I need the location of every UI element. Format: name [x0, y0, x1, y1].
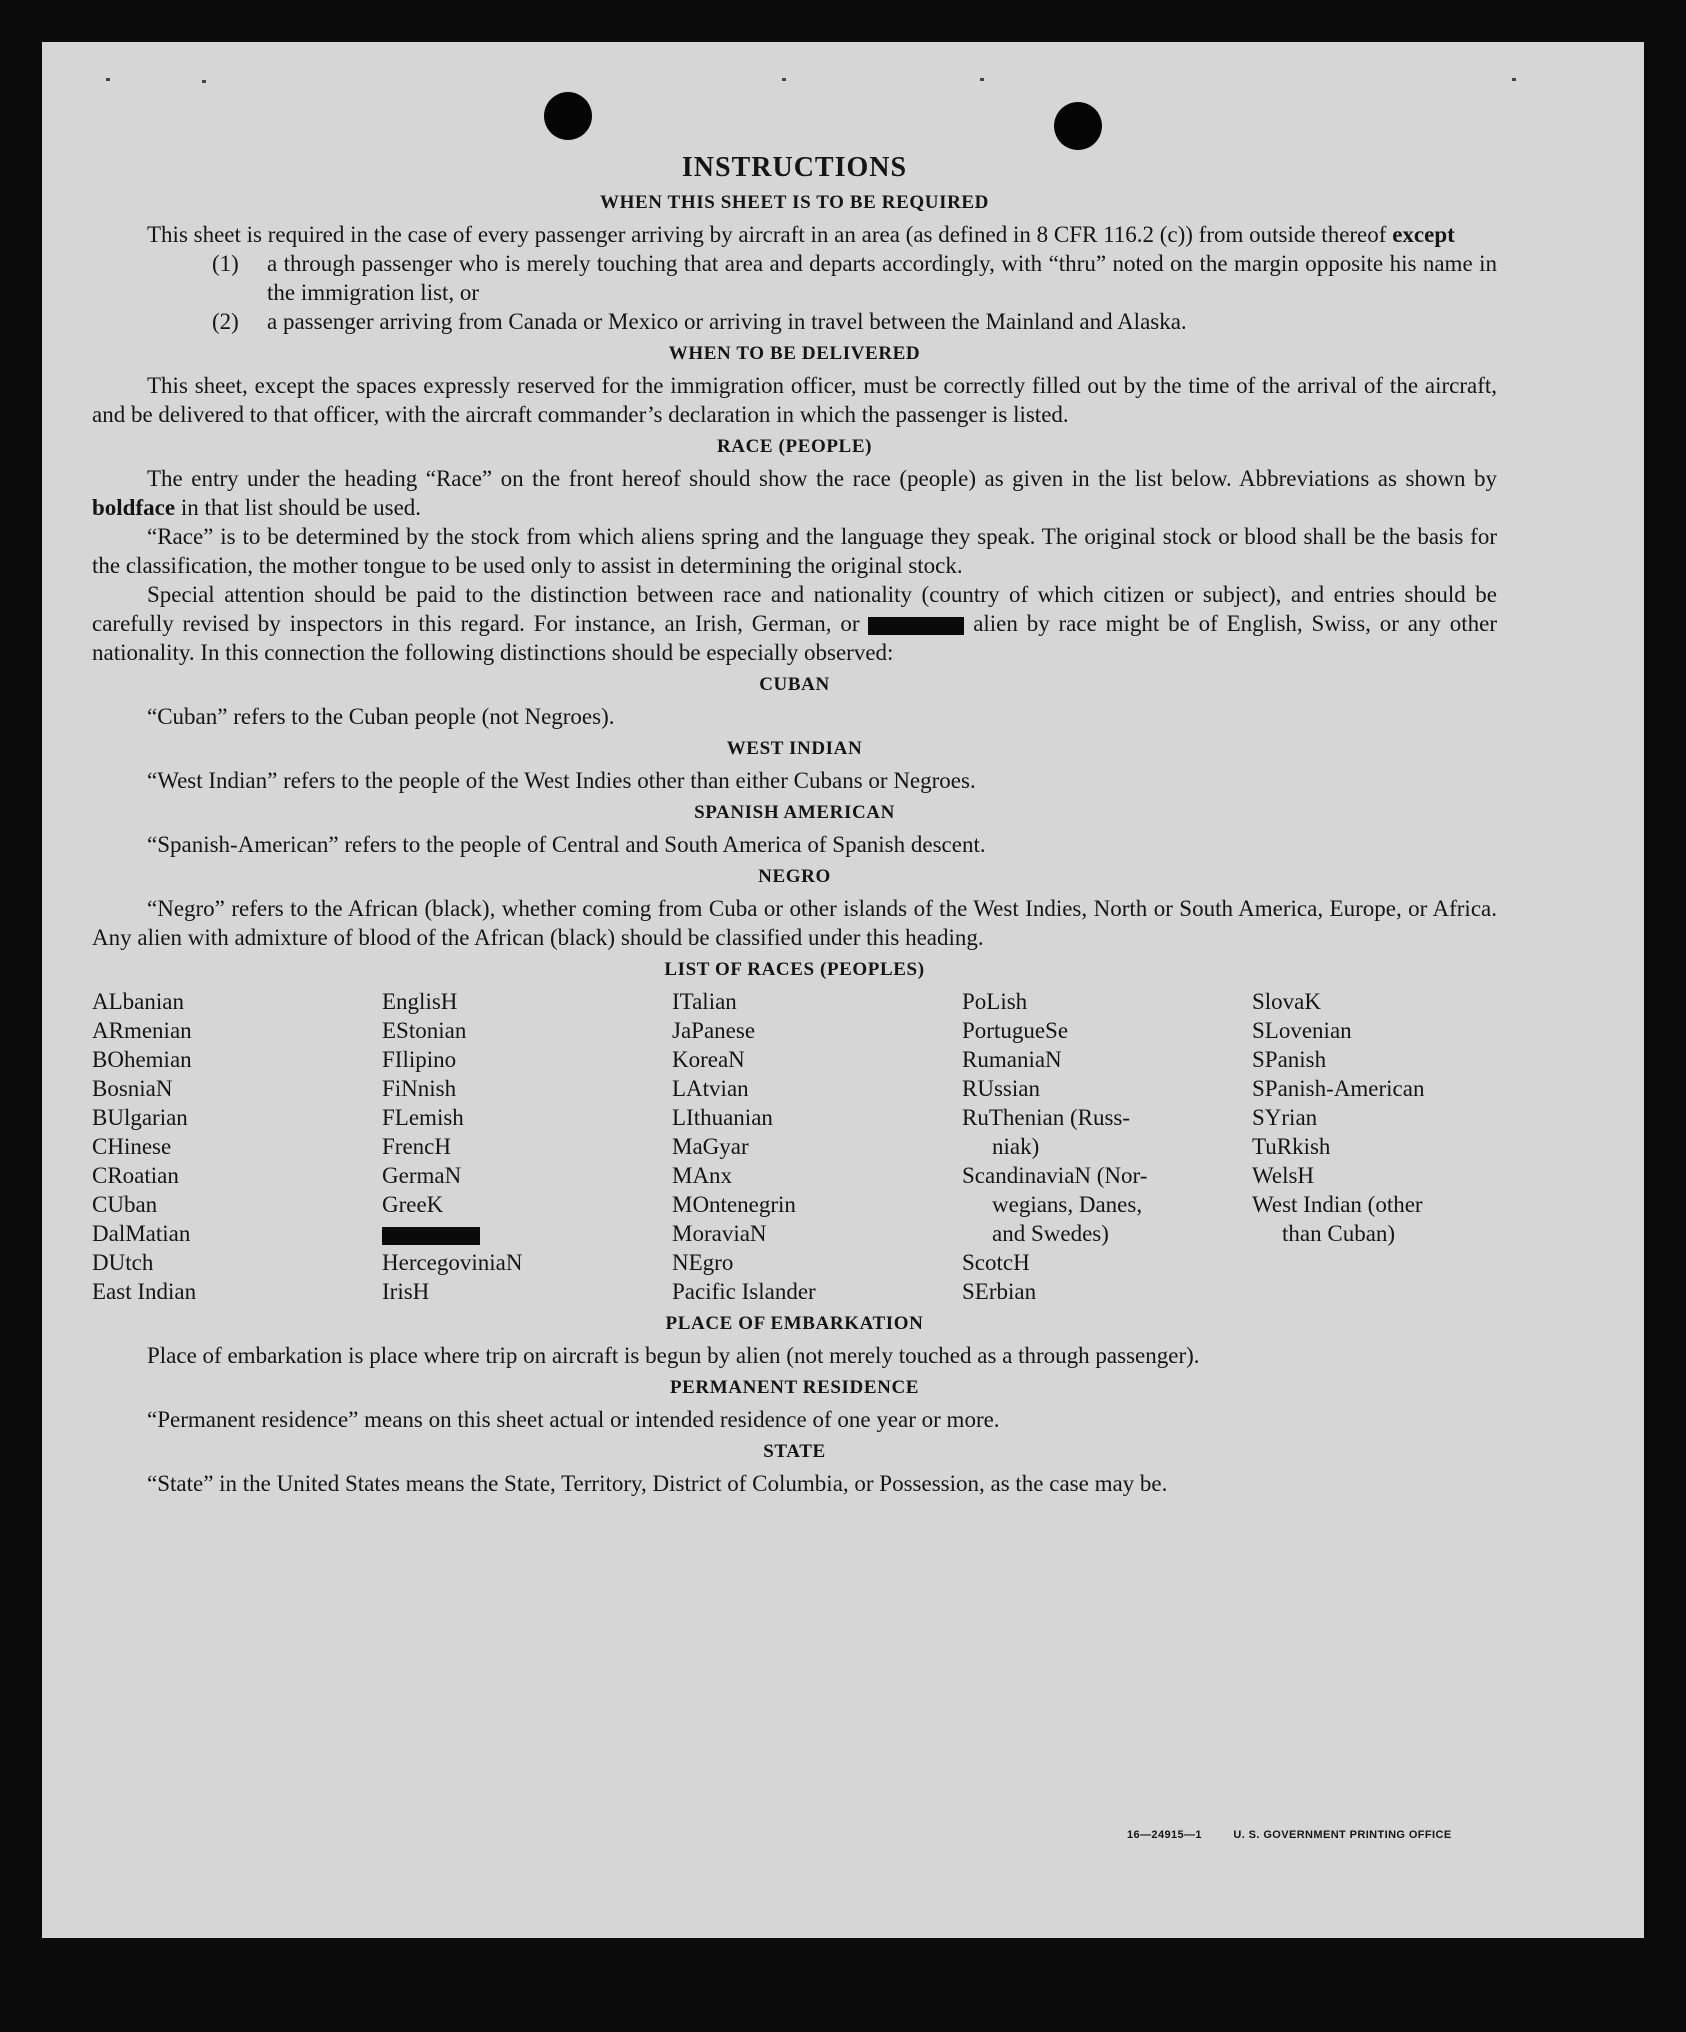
race-list — [92, 987, 1497, 1306]
race-item: JaPanese — [672, 1018, 756, 1043]
heading-negro: NEGRO — [758, 866, 831, 887]
race-item: EnglisH — [382, 989, 458, 1014]
instructions-body — [92, 152, 1497, 1498]
race-item: CHinese — [92, 1134, 172, 1159]
race-item: SPanish — [1252, 1047, 1327, 1072]
race-item: PoLish — [962, 989, 1028, 1014]
race-item: ScotcH — [962, 1250, 1030, 1275]
race-item-continued: than Cuban) — [1282, 1221, 1396, 1246]
heading-when-required: WHEN THIS SHEET IS TO BE REQUIRED — [599, 192, 990, 213]
race-item: ITalian — [672, 989, 737, 1014]
race-column-1 — [92, 987, 382, 1306]
race-item: MaGyar — [672, 1134, 749, 1159]
race-item: BOhemian — [92, 1047, 192, 1072]
printer-name: U. S. GOVERNMENT PRINTING OFFICE — [1233, 1829, 1452, 1841]
race-item-redacted — [382, 1219, 672, 1248]
paragraph-cuban: “Cuban” refers to the Cuban people (not Negroes). — [147, 704, 615, 729]
speck — [980, 78, 984, 81]
race-item: BosniaN — [92, 1076, 173, 1101]
race-item: RuThenian (Russ- — [962, 1105, 1131, 1130]
page-title: INSTRUCTIONS — [681, 152, 908, 183]
heading-list-of-races: LIST OF RACES (PEOPLES) — [664, 959, 925, 980]
race-item: GreeK — [382, 1192, 444, 1217]
race-item-continued: wegians, Danes, — [992, 1192, 1143, 1217]
redaction-mark — [868, 617, 964, 635]
race-item: SlovaK — [1252, 989, 1321, 1014]
heading-embarkation: PLACE OF EMBARKATION — [665, 1313, 924, 1334]
race-item: SPanish-American — [1252, 1076, 1425, 1101]
race-item: PortugueSe — [962, 1018, 1069, 1043]
race-item: FIlipino — [382, 1047, 457, 1072]
race-item: MAnx — [672, 1163, 733, 1188]
paragraph-race-2: “Race” is to be determined by the stock from which aliens spring and the language they speak. The original stock or blood shall be the basis for the classification, the mother tongue to be used only to assist in determining the original stock. — [92, 524, 1497, 578]
paragraph-west-indian: “West Indian” refers to the people of the West Indies other than either Cubans or Negroes. — [147, 768, 976, 793]
race-item: DUtch — [92, 1250, 154, 1275]
race-item: KoreaN — [672, 1047, 745, 1072]
paragraph-negro: “Negro” refers to the African (black), whether coming from Cuba or other islands of the West Indies, North or South America, Europe, or Africa. Any alien with admixture of blood of the African (black) should be classified under this heading. — [92, 896, 1497, 950]
race-item: TuRkish — [1252, 1134, 1331, 1159]
heading-spanish-american: SPANISH AMERICAN — [694, 802, 895, 823]
punch-hole-left — [544, 92, 592, 140]
race-item: EStonian — [382, 1018, 467, 1043]
race-item: SYrian — [1252, 1105, 1318, 1130]
race-item: NEgro — [672, 1250, 734, 1275]
form-code: 16—24915—1 — [1127, 1829, 1202, 1841]
heading-cuban: CUBAN — [759, 674, 830, 695]
paragraph-embarkation: Place of embarkation is place where trip on aircraft is begun by alien (not merely touched as a through passenger). — [147, 1343, 1200, 1368]
race-item: SLovenian — [1252, 1018, 1352, 1043]
race-item-continued: and Swedes) — [992, 1221, 1109, 1246]
paragraph-required: This sheet is required in the case of every passenger arriving by aircraft in an area (as defined in 8 CFR 116.2 (c)) from outside thereof except — [147, 222, 1455, 247]
exception-item-2: (2) a passenger arriving from Canada or Mexico or arriving in travel between the Mainland and Alaska. — [212, 309, 1187, 334]
race-item: GermaN — [382, 1163, 462, 1188]
paragraph-permanent-residence: “Permanent residence” means on this sheet actual or intended residence of one year or more. — [147, 1407, 1000, 1432]
paragraph-state: “State” in the United States means the State, Territory, District of Columbia, or Possession, as the case may be. — [147, 1471, 1168, 1496]
paragraph-race-1: The entry under the heading “Race” on the front hereof should show the race (people) as given in the list below. Abbreviations as shown by boldface in that list should be used. — [92, 466, 1497, 520]
paragraph-spanish-american: “Spanish-American” refers to the people of Central and South America of Spanish descent. — [147, 832, 986, 857]
race-item: WelsH — [1252, 1163, 1315, 1188]
speck — [782, 78, 786, 81]
race-item: FLemish — [382, 1105, 464, 1130]
race-item: DalMatian — [92, 1221, 191, 1246]
race-item: BUlgarian — [92, 1105, 188, 1130]
punch-hole-right — [1054, 102, 1102, 150]
race-column-3 — [672, 987, 962, 1306]
heading-when-delivered: WHEN TO BE DELIVERED — [668, 343, 921, 364]
heading-state: STATE — [763, 1441, 826, 1462]
speck — [1512, 78, 1516, 81]
race-item: ScandinaviaN (Nor- — [962, 1163, 1148, 1188]
race-item: FiNnish — [382, 1076, 457, 1101]
race-item: FrencH — [382, 1134, 451, 1159]
paragraph-race-3: Special attention should be paid to the distinction between race and nationality (country of which citizen or subject), and entries should be carefully revised by inspectors in this regard. For instance, an Irish, German, or alien by race might be of English, Swiss, or any other nationality. In this connection the following distinctions should be especially observed: — [92, 582, 1498, 665]
race-column-2 — [382, 987, 672, 1306]
race-item: HercegoviniaN — [382, 1250, 523, 1275]
race-item: West Indian (other — [1252, 1192, 1423, 1217]
paragraph-delivered: This sheet, except the spaces expressly reserved for the immigration officer, must be correctly filled out by the time of the arrival of the aircraft, and be delivered to that officer, with the aircraft commander’s declaration in which the passenger is listed. — [92, 373, 1497, 427]
race-item: SErbian — [962, 1279, 1037, 1304]
race-item: RumaniaN — [962, 1047, 1062, 1072]
race-item: CRoatian — [92, 1163, 179, 1188]
race-item: RUssian — [962, 1076, 1040, 1101]
race-item: ALbanian — [92, 989, 184, 1014]
speck — [202, 80, 206, 83]
race-column-5 — [1252, 987, 1502, 1306]
race-item-continued: niak) — [992, 1134, 1040, 1159]
race-item: MOntenegrin — [672, 1192, 796, 1217]
race-item: ARmenian — [92, 1018, 192, 1043]
printer-imprint — [1127, 1829, 1480, 1841]
race-item: MoraviaN — [672, 1221, 767, 1246]
race-item: CUban — [92, 1192, 158, 1217]
race-item: LIthuanian — [672, 1105, 773, 1130]
race-item: LAtvian — [672, 1076, 749, 1101]
race-item: IrisH — [382, 1279, 430, 1304]
document-sheet — [42, 42, 1644, 1938]
heading-west-indian: WEST INDIAN — [726, 738, 863, 759]
speck — [106, 78, 110, 81]
race-column-4 — [962, 987, 1252, 1306]
heading-race: RACE (PEOPLE) — [716, 436, 873, 457]
race-item: Pacific Islander — [672, 1279, 816, 1304]
race-item: East Indian — [92, 1279, 197, 1304]
heading-permanent-residence: PERMANENT RESIDENCE — [669, 1377, 920, 1398]
exception-item-1: (1) a through passenger who is merely touching that area and departs accordingly, with “thru” noted on the margin opposite his name in the immigration list, or — [212, 251, 1497, 305]
redaction-mark — [382, 1227, 480, 1245]
